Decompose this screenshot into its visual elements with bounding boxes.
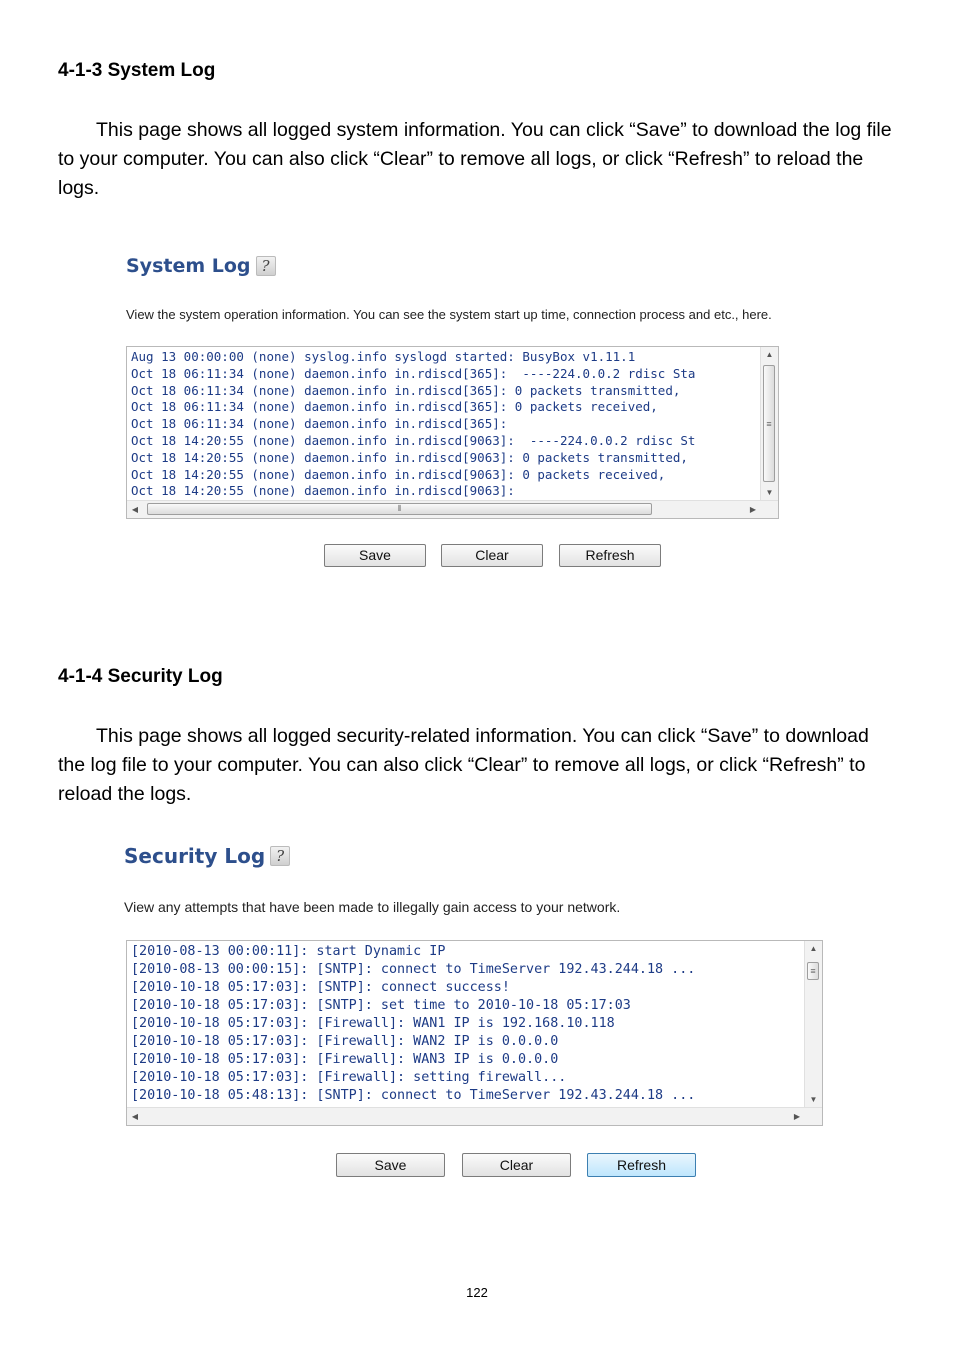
security-log-textarea[interactable] — [126, 940, 823, 1126]
scrollbar-thumb[interactable]: ≡ — [763, 365, 775, 482]
system-log-paragraph — [58, 116, 898, 203]
log-line: [2010-10-18 05:17:03]: [SNTP]: set time to 2010-10-18 05:17:03 — [131, 998, 631, 1013]
help-icon[interactable]: ? — [270, 846, 290, 866]
security-log-panel-title — [124, 844, 290, 868]
log-line: Oct 18 14:20:55 (none) daemon.info in.rdiscd[9063]: ----224.0.0.2 rdisc St — [131, 432, 696, 448]
log-line: [2010-10-18 05:17:03]: [Firewall]: WAN1 IP is 192.168.10.118 — [131, 1016, 615, 1031]
save-button[interactable]: Save — [336, 1153, 445, 1177]
system-log-lines — [131, 349, 758, 500]
log-line: [2010-10-18 05:17:03]: [SNTP]: connect success! — [131, 980, 510, 995]
log-line: Oct 18 06:11:34 (none) daemon.info in.rdiscd[365]: 0 packets received, — [131, 399, 658, 415]
scroll-right-arrow-icon[interactable]: ▶ — [749, 505, 757, 514]
scrollbar-thumb[interactable]: ≡ — [807, 962, 819, 980]
log-line: [2010-08-13 00:00:15]: [SNTP]: connect to TimeServer 192.43.244.18 ... — [131, 962, 696, 977]
security-log-title-text: Security Log — [124, 844, 266, 868]
system-log-heading: 4-1-3 System Log — [58, 60, 216, 81]
refresh-button[interactable]: Refresh — [587, 1153, 696, 1177]
system-log-panel-title — [126, 255, 276, 277]
system-log-paragraph-text: This page shows all logged system information. You can click “Save” to download the log file to your computer. You can also click “Clear” to remove all logs, or click “Refresh” to reload the logs. — [58, 119, 892, 199]
log-line: Oct 18 14:20:55 (none) daemon.info in.rdiscd[9063]: 0 packets received, — [131, 466, 666, 482]
security-log-heading: 4-1-4 Security Log — [58, 666, 223, 687]
page-number: 122 — [466, 1285, 488, 1300]
horizontal-scrollbar[interactable] — [127, 500, 778, 518]
help-icon[interactable]: ? — [256, 256, 276, 276]
log-line: Oct 18 14:20:55 (none) daemon.info in.rdiscd[9063]: 0 packets transmitted, — [131, 449, 688, 465]
clear-button[interactable]: Clear — [441, 544, 543, 567]
log-line: [2010-10-18 05:17:03]: [Firewall]: WAN2 IP is 0.0.0.0 — [131, 1034, 559, 1049]
system-log-title-text: System Log — [126, 255, 251, 277]
refresh-button[interactable]: Refresh — [559, 544, 661, 567]
system-log-textarea[interactable] — [126, 346, 779, 519]
scroll-down-arrow-icon[interactable]: ▼ — [765, 488, 774, 497]
vertical-scrollbar[interactable] — [804, 941, 822, 1108]
security-log-description: View any attempts that have been made to illegally gain access to your network. — [124, 899, 621, 915]
clear-button[interactable]: Clear — [462, 1153, 571, 1177]
security-log-paragraph-text: This page shows all logged security-related information. You can click “Save” to download the log file to your computer. You can also click “Clear” to remove all logs, or click “Refresh” to reload the logs. — [58, 725, 869, 805]
scroll-down-arrow-icon[interactable]: ▼ — [809, 1095, 818, 1104]
scroll-left-arrow-icon[interactable]: ◀ — [131, 505, 139, 514]
scroll-up-arrow-icon[interactable]: ▲ — [765, 350, 774, 359]
log-line: Oct 18 06:11:34 (none) daemon.info in.rdiscd[365]: 0 packets transmitted, — [131, 382, 681, 398]
log-line: Oct 18 14:20:55 (none) daemon.info in.rdiscd[9063]: — [131, 483, 515, 499]
log-line: [2010-10-18 05:48:13]: [SNTP]: connect to TimeServer 192.43.244.18 ... — [131, 1088, 696, 1103]
vertical-scrollbar[interactable] — [760, 347, 778, 501]
log-line: Oct 18 06:11:34 (none) daemon.info in.rdiscd[365]: ----224.0.0.2 rdisc Sta — [131, 365, 696, 381]
security-log-paragraph — [58, 722, 898, 809]
log-line: [2010-08-13 00:00:11]: start Dynamic IP — [131, 944, 446, 959]
log-line: [2010-10-18 05:17:03]: [Firewall]: setting firewall... — [131, 1070, 567, 1085]
log-line: [2010-10-18 05:17:03]: [Firewall]: WAN3 IP is 0.0.0.0 — [131, 1052, 559, 1067]
scroll-up-arrow-icon[interactable]: ▲ — [809, 944, 818, 953]
security-log-lines — [131, 943, 802, 1107]
system-log-description: View the system operation information. You can see the system start up time, connection process and etc., here. — [126, 307, 772, 322]
log-line: Aug 13 00:00:00 (none) syslog.info syslogd started: BusyBox v1.11.1 — [131, 349, 636, 364]
scroll-right-arrow-icon[interactable]: ▶ — [793, 1112, 801, 1121]
scrollbar-thumb[interactable]: ⦀ — [147, 503, 652, 515]
horizontal-scrollbar[interactable] — [127, 1107, 822, 1125]
save-button[interactable]: Save — [324, 544, 426, 567]
log-line: Oct 18 06:11:34 (none) daemon.info in.rdiscd[365]: — [131, 416, 508, 432]
scroll-left-arrow-icon[interactable]: ◀ — [131, 1112, 139, 1121]
